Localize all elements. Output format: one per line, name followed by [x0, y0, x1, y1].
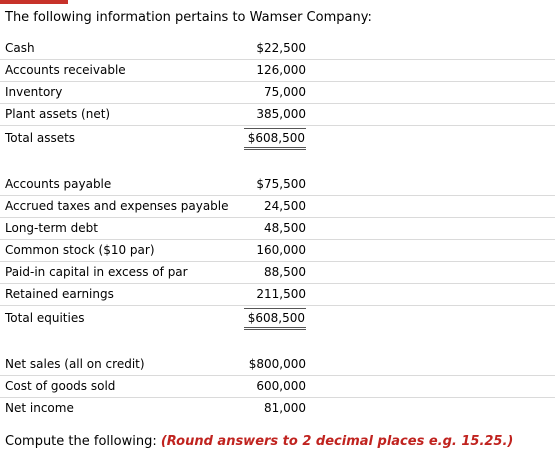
row-cost-of-goods-sold — [0, 376, 555, 396]
row-value: 24,500 — [264, 199, 306, 213]
row-value: 75,000 — [264, 85, 306, 99]
row-total-equities — [0, 308, 555, 328]
row-label: Net sales (all on credit) — [5, 357, 145, 371]
row-label: Accrued taxes and expenses payable — [5, 199, 229, 213]
row-plant-assets — [0, 104, 555, 124]
row-label: Total assets — [5, 131, 76, 145]
row-label: Cost of goods sold — [5, 379, 116, 393]
rounding-note: (Round answers to 2 decimal places e.g. 15.25.) — [160, 434, 514, 449]
row-value: 48,500 — [264, 221, 306, 235]
row-label: Common stock ($10 par) — [5, 243, 155, 257]
row-cash — [0, 38, 555, 58]
row-label: Long-term debt — [5, 221, 99, 235]
row-label: Total equities — [5, 311, 85, 325]
row-inventory — [0, 82, 555, 102]
row-value: $608,500 — [244, 308, 306, 330]
row-value: 81,000 — [264, 401, 306, 415]
intro-text: The following information pertains to Wamser Company: — [5, 10, 372, 25]
row-value: $75,500 — [256, 177, 306, 191]
row-value: $800,000 — [248, 357, 306, 371]
row-value: 126,000 — [256, 63, 306, 77]
row-label: Inventory — [5, 85, 63, 99]
row-net-sales — [0, 354, 555, 374]
compute-label: Compute the following: — [5, 434, 157, 449]
row-value: $22,500 — [256, 41, 306, 55]
row-value: $608,500 — [244, 128, 306, 150]
row-label: Net income — [5, 401, 74, 415]
row-paid-in-capital — [0, 262, 555, 282]
row-value: 88,500 — [264, 265, 306, 279]
row-label: Retained earnings — [5, 287, 114, 301]
row-value: 211,500 — [256, 287, 306, 301]
row-accounts-receivable — [0, 60, 555, 80]
row-label: Paid-in capital in excess of par — [5, 265, 188, 279]
row-label: Accounts receivable — [5, 63, 126, 77]
row-retained-earnings — [0, 284, 555, 304]
row-net-income — [0, 398, 555, 418]
row-divider — [0, 125, 555, 126]
row-value: 385,000 — [256, 107, 306, 121]
row-label: Plant assets (net) — [5, 107, 111, 121]
row-label: Cash — [5, 41, 35, 55]
compute-instruction — [5, 434, 513, 450]
row-value: 160,000 — [256, 243, 306, 257]
row-accrued-taxes — [0, 196, 555, 216]
row-divider — [0, 305, 555, 306]
row-total-assets — [0, 128, 555, 148]
header-accent-bar — [0, 0, 68, 4]
row-value: 600,000 — [256, 379, 306, 393]
row-label: Accounts payable — [5, 177, 112, 191]
row-common-stock — [0, 240, 555, 260]
row-long-term-debt — [0, 218, 555, 238]
row-accounts-payable — [0, 174, 555, 194]
